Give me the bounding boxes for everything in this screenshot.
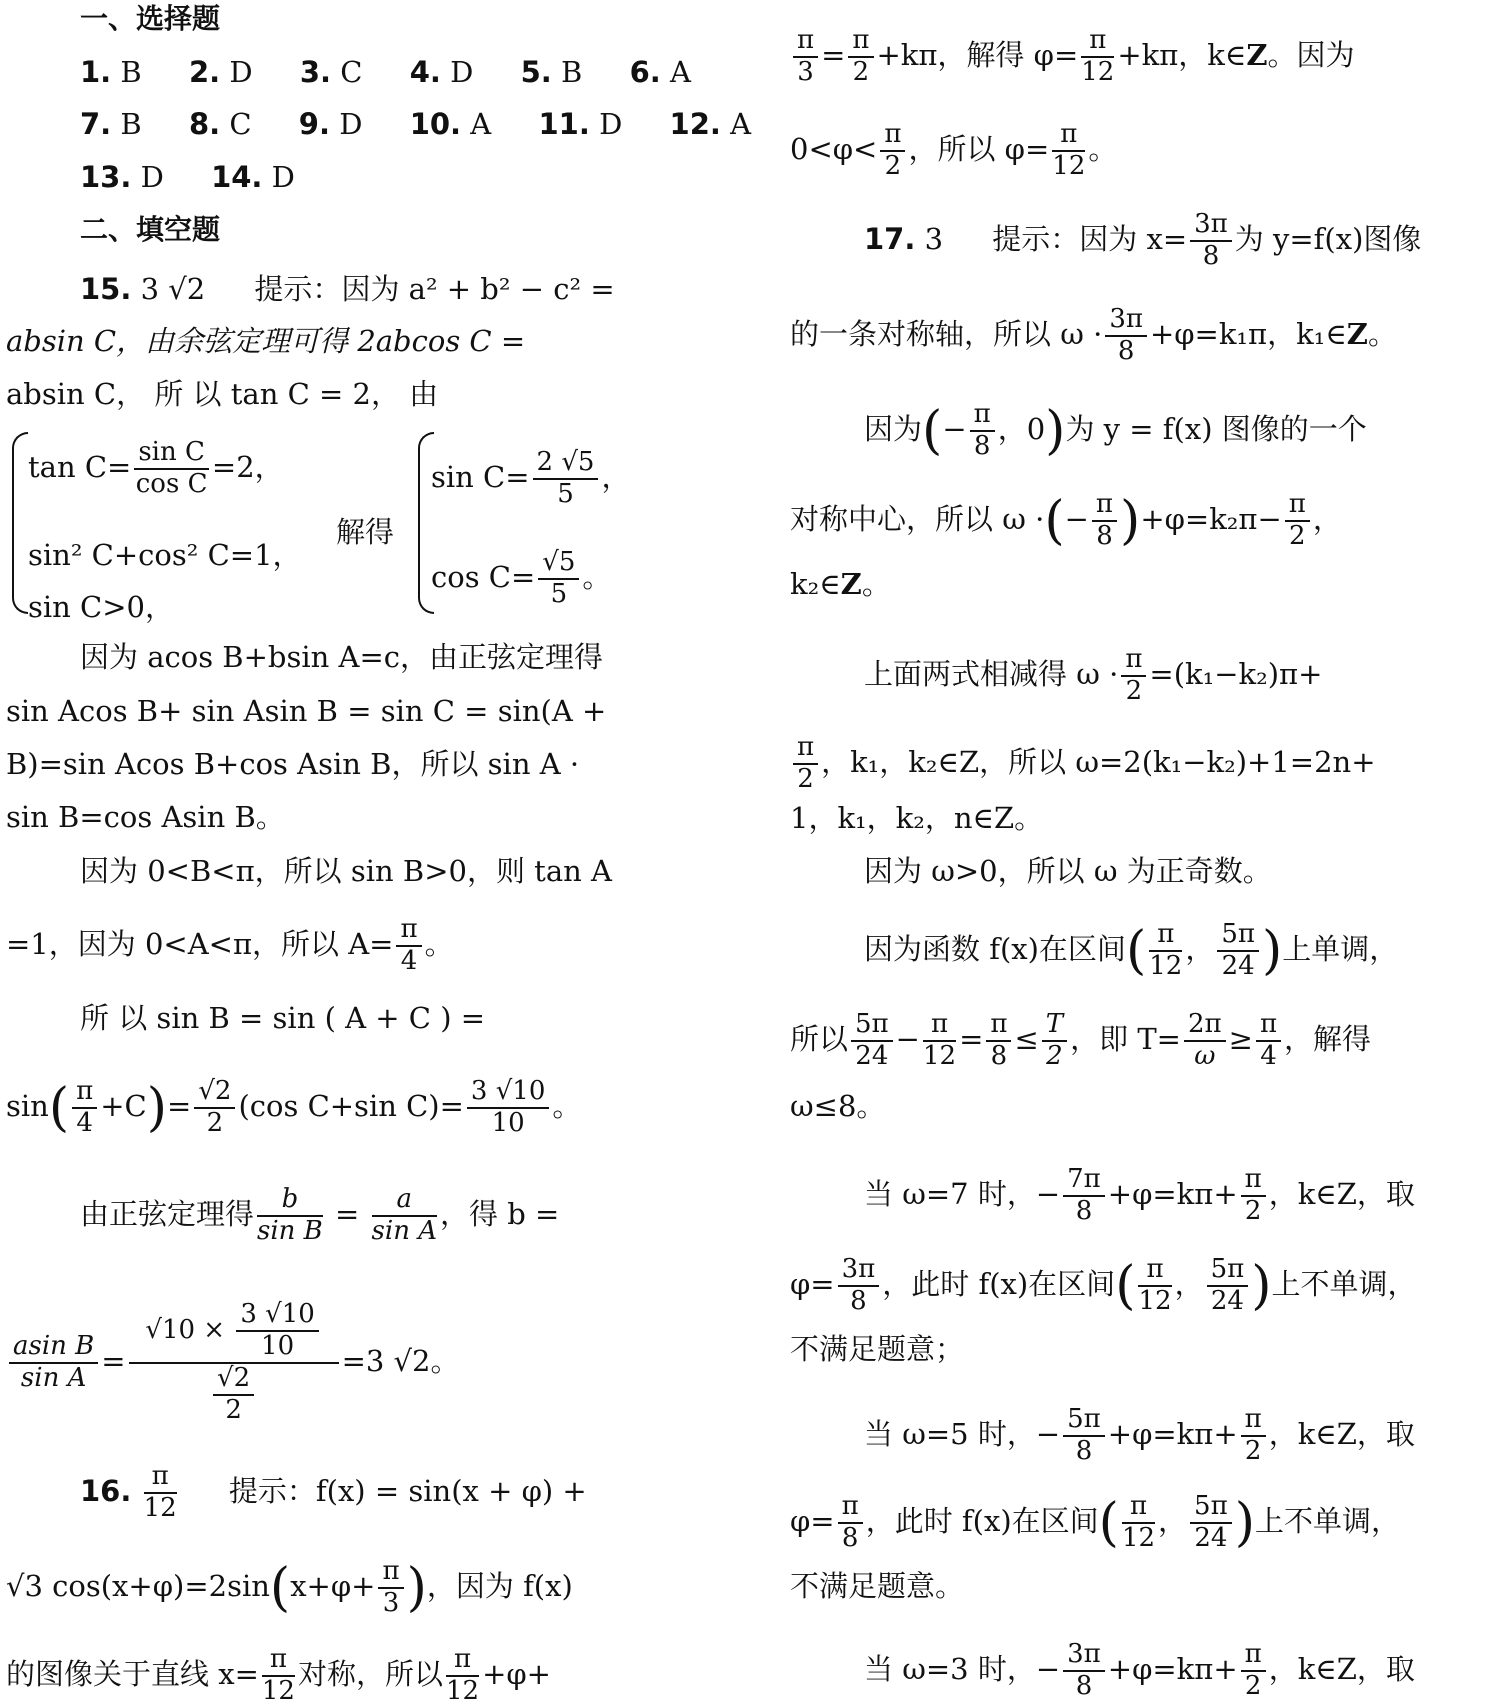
q15-para4-1: 所 以 sin B = sin ( A + C ) = <box>80 1001 486 1035</box>
q17-line-9: 因为 ω>0，所以 ω 为正奇数。 <box>864 854 1272 888</box>
q17-line-3: 因为(− $\frac{\pi}{8}$ ，0)为 y = f(x) 图像的一个 <box>864 399 1367 461</box>
case7-line-2: φ= $\frac{3\pi}{8}$ ，此时 f(x)在区间( $\frac{\pi}{12}$ ， $\frac{5\pi}{24}$ )上不单调， <box>790 1254 1417 1316</box>
section-heading-choice: 一、选择题 <box>80 2 221 35</box>
q16-line-1: 16. $\frac{\pi}{12}$ 提示：f(x) = sin(x + φ) + <box>80 1461 587 1523</box>
result-cosC: cos C= $\frac{√5}{5}$ 。 <box>431 547 612 609</box>
right-line-2: 0<φ< $\frac{\pi}{2}$ ，所以 φ= $\frac{\pi}{12}$ 。 <box>790 119 1118 181</box>
q17-line-2: 的一条对称轴，所以 ω · $\frac{3\pi}{8}$ +φ=k₁π，k₁∈Z。 <box>790 304 1397 366</box>
q16-line-3: 的图像关于直线 x= $\frac{\pi}{12}$ 对称，所以 $\frac{\pi}{12}$ +φ+ <box>6 1644 551 1706</box>
solve-label: 解得 <box>336 515 395 549</box>
q17-line-6: 上面两式相减得 ω · $\frac{\pi}{2}$ =(k₁−k₂)π+ <box>864 644 1323 706</box>
case5-line-1: 当 ω=5 时，− $\frac{5\pi}{8}$ +φ=kπ+ $\frac{\pi}{2}$ ，k∈Z，取 <box>864 1404 1415 1466</box>
right-line-1: $\frac{\pi}{3}$ = $\frac{\pi}{2}$ +kπ，解得 φ= $\frac{\pi}{12}$ +kπ，k∈Z。因为 <box>790 26 1495 88</box>
q17-line-10: 因为函数 f(x)在区间( $\frac{\pi}{12}$ ， $\frac{5\pi}{24}$ )上单调， <box>864 919 1399 981</box>
case7-line-1: 当 ω=7 时，− $\frac{7\pi}{8}$ +φ=kπ+ $\frac{\pi}{2}$ ，k∈Z，取 <box>864 1164 1415 1226</box>
q17-line-4: 对称中心，所以 ω ·(− $\frac{\pi}{8}$ )+φ=k₂π− $\frac{\pi}{2}$ ， <box>790 489 1342 551</box>
q15-line-3: absin C， 所 以 tan C = 2， 由 <box>6 377 439 411</box>
q15-para3-2: =1，因为 0<A<π，所以 A= $\frac{\pi}{4}$ 。 <box>6 914 454 976</box>
q15-para2-2: sin Acos B+ sin Asin B = sin C = sin(A + <box>6 694 607 728</box>
answer-row-1: 1. B 2. D 3. C 4. D 5. B 6. A <box>80 55 691 89</box>
q15-para6: $\frac{\text{asin B}}{\text{sin A}}$ = √10 × $\frac{3 √10}{10}$ $\frac{√2}{2}$ =3 √2。 <box>6 1300 712 1426</box>
q17-line-5: k₂∈Z。 <box>790 567 891 601</box>
q15-para5: 由正弦定理得 $\frac{b}{\text{sin B}}$ = $\frac{a}{\text{sin A}}$ ，得 b = <box>80 1184 560 1246</box>
case3-line-1: 当 ω=3 时，− $\frac{3\pi}{8}$ +φ=kπ+ $\frac{\pi}{2}$ ，k∈Z，取 <box>864 1639 1415 1701</box>
case5-line-3: 不满足题意。 <box>790 1569 965 1603</box>
q17-line-8: 1，k₁，k₂，n∈Z。 <box>790 801 1044 835</box>
case5-line-2: φ= $\frac{\pi}{8}$ ，此时 f(x)在区间( $\frac{\pi}{12}$ ， $\frac{5\pi}{24}$ )上不单调， <box>790 1491 1400 1553</box>
left-brace <box>12 432 28 614</box>
section-heading-fill: 二、填空题 <box>80 213 221 246</box>
result-sinC: sin C= $\frac{2 √5}{5}$ ， <box>431 447 631 509</box>
system-eq-1: tan C= $\frac{\text{sin C}}{\text{cos C}}$ =2， <box>28 437 284 499</box>
answer-row-3: 13. D 14. D <box>80 160 295 194</box>
q15-para2-3: B)=sin Acos B+cos Asin B，所以 sin A · <box>6 747 580 781</box>
q15-para3-1: 因为 0<B<π，所以 sin B>0，则 tan A <box>80 854 612 888</box>
q15-line-2: absin C，由余弦定理可得 2abcos C = <box>6 324 526 358</box>
q15-line-1: 15. 3 √2 提示：因为 a² + b² − c² = <box>80 272 615 306</box>
q15-para4-2: sin( $\frac{\pi}{4}$ +C)= $\frac{√2}{2}$ (cos C+sin C)= $\frac{3 √10}{10}$ 。 <box>6 1076 582 1138</box>
q17-line-7: $\frac{\pi}{2}$ ，k₁，k₂∈Z，所以 ω=2(k₁−k₂)+1=2n+ <box>790 733 1495 795</box>
q17-line-12: ω≤8。 <box>790 1089 886 1123</box>
case7-line-3: 不满足题意； <box>790 1332 965 1366</box>
q15-para2-1: 因为 acos B+bsin A=c，由正弦定理得 <box>80 640 604 674</box>
q17-line-1: 17. 3 提示：因为 x= $\frac{3\pi}{8}$ 为 y=f(x)图像 <box>864 209 1422 271</box>
q15-para2-4: sin B=cos Asin B。 <box>6 800 285 834</box>
system-eq-2: sin² C+cos² C=1， <box>28 538 302 572</box>
q17-line-11: 所以 $\frac{5\pi}{24}$ − $\frac{\pi}{12}$ = $\frac{\pi}{8}$ ≤ $\frac{T}{2}$ ，即 T= $\frac{2\pi}{\omega}$ ≥ $\frac{\pi}{4}$ ，解得 <box>790 1009 1372 1071</box>
answer-row-2: 7. B 8. C 9. D 10. A 11. D 12. A <box>80 107 752 141</box>
system-eq-3: sin C>0， <box>28 590 174 624</box>
q16-line-2: √3 cos(x+φ)=2sin(x+φ+ $\frac{\pi}{3}$ )，因为 f(x) <box>6 1556 573 1618</box>
